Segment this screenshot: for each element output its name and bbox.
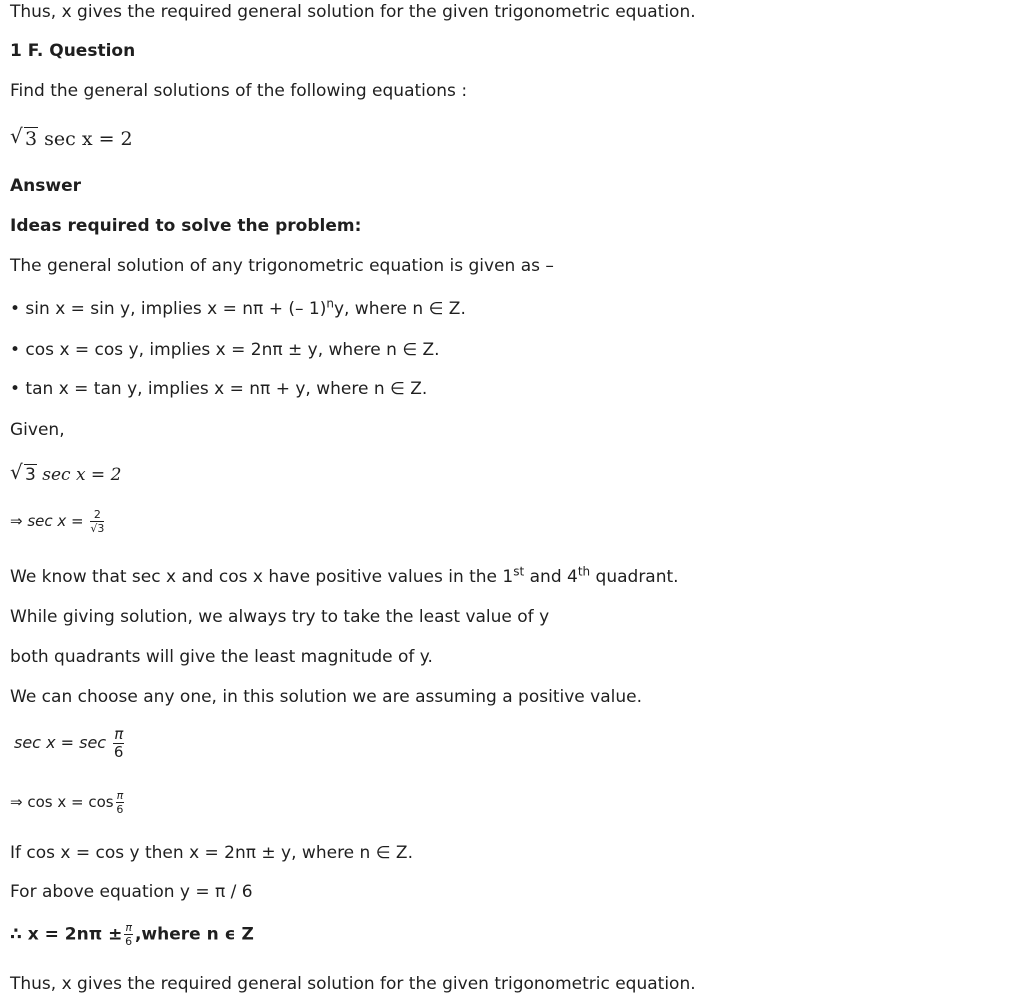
ideas-heading: Ideas required to solve the problem:	[10, 216, 362, 236]
step4-equation	[10, 790, 126, 815]
general-solution-intro: The general solution of any trigonometric equation is given as –	[10, 256, 554, 276]
step3-lhs: sec x = sec	[14, 733, 107, 752]
final-denominator: 6	[125, 935, 133, 948]
quadrant-mid: and 4	[524, 567, 578, 587]
equation-rest: sec x = 2	[44, 128, 133, 150]
final-fraction	[124, 922, 133, 947]
step2-denominator: √3	[90, 522, 105, 535]
rule-sin	[10, 298, 466, 320]
step3-fraction	[113, 727, 124, 760]
least-value-line: While giving solution, we always try to take the least value of y	[10, 607, 550, 627]
sqrt-symbol-icon: √	[10, 124, 23, 148]
quadrant-post: quadrant.	[590, 567, 679, 587]
quadrant-sup-1: st	[513, 564, 525, 579]
step2-equation	[10, 509, 106, 534]
step2-lhs: ⇒ sec x =	[10, 512, 84, 530]
step1-radicand: 3	[25, 465, 36, 485]
y-value-line: For above equation y = π / 6	[10, 882, 253, 902]
step4-lhs: ⇒ cos x = cos	[10, 793, 114, 811]
conclusion-text: Thus, x gives the required general solution for the given trigonometric equation.	[10, 974, 696, 994]
sqrt-expression	[10, 124, 38, 150]
sqrt-radicand: 3	[25, 128, 38, 150]
step4-denominator: 6	[116, 803, 124, 816]
rule-sin-exponent: n	[326, 296, 334, 311]
quadrant-line	[10, 566, 679, 588]
final-rhs: ,where n ϵ Z	[134, 924, 254, 945]
sqrt-symbol-icon: √	[10, 460, 23, 484]
question-prompt: Find the general solutions of the following equations :	[10, 81, 468, 101]
step1-sqrt	[10, 460, 37, 486]
step3-denominator: 6	[113, 743, 124, 761]
final-answer	[10, 922, 254, 947]
question-heading: 1 F. Question	[10, 41, 136, 61]
final-lhs: ∴ x = 2nπ ±	[10, 924, 123, 945]
final-numerator: π	[125, 921, 132, 934]
rule-line: If cos x = cos y then x = 2nπ ± y, where n ∈ Z.	[10, 843, 413, 863]
rule-cos: • cos x = cos y, implies x = 2nπ ± y, where n ∈ Z.	[10, 340, 440, 360]
answer-heading: Answer	[10, 176, 81, 196]
step3-equation	[14, 727, 126, 760]
rule-sin-post: y, where n ∈ Z.	[333, 299, 466, 319]
step2-numerator: 2	[90, 509, 104, 522]
step3-numerator: π	[114, 725, 124, 743]
rule-sin-pre: • sin x = sin y, implies x = nπ + (– 1)	[10, 299, 327, 319]
step4-fraction	[116, 790, 125, 815]
choose-line: We can choose any one, in this solution we are assuming a positive value.	[10, 687, 642, 707]
step1-equation	[10, 460, 122, 486]
step2-fraction	[90, 509, 104, 534]
rule-tan: • tan x = tan y, implies x = nπ + y, where n ∈ Z.	[10, 379, 428, 399]
step1-rest: sec x = 2	[42, 465, 122, 485]
given-label: Given,	[10, 420, 65, 440]
step4-numerator: π	[116, 789, 124, 802]
both-quadrants-line: both quadrants will give the least magnitude of y.	[10, 647, 433, 667]
quadrant-sup-2: th	[577, 564, 591, 579]
step2-den-radicand: 3	[97, 522, 105, 535]
quadrant-pre: We know that sec x and cos x have positive values in the 1	[10, 567, 514, 587]
question-equation	[10, 124, 133, 150]
intro-text: Thus, x gives the required general solution for the given trigonometric equation.	[10, 2, 696, 22]
